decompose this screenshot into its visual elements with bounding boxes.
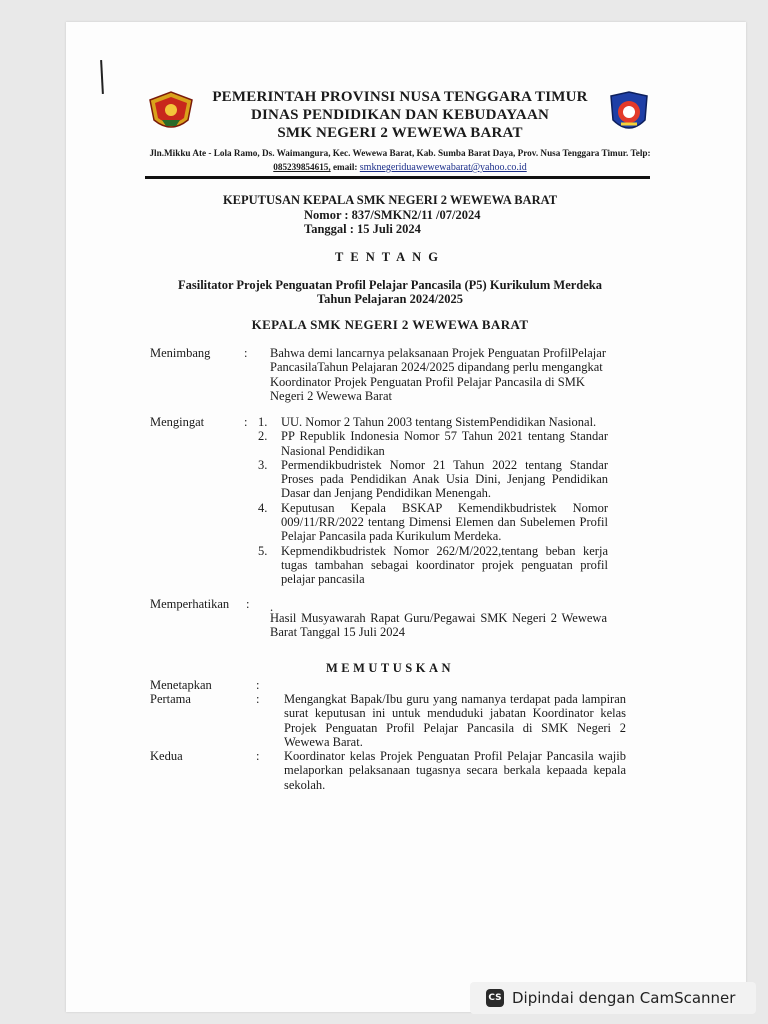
subject-line-2: Tahun Pelajaran 2024/2025 (316, 292, 464, 306)
decree-number: Nomor : 837/SMKN2/11 /07/2024 (304, 207, 481, 222)
list-item-text: Permendikbudristek Nomor 21 Tahun 2022 tentang Standar Proses pada Pendidikan Anak Usia Dini, Jenjang Pendidikan Dasar dan Jenjang Pendidikan Menengah. (281, 457, 608, 501)
memutuskan-heading: MEMUTUSKAN (325, 661, 455, 675)
menetapkan-label: Menetapkan (150, 678, 212, 692)
kedua-label: Kedua (150, 749, 183, 763)
list-item-text: PP Republik Indonesia Nomor 57 Tahun 2021 tentang Standar Nasional Pendidikan (281, 429, 608, 458)
list-item-text: UU. Nomor 2 Tahun 2003 tentang SistemPendidikan Nasional. (281, 415, 597, 429)
list-item (258, 501, 608, 544)
memperhatikan-colon: : (246, 597, 250, 611)
mengingat-label: Mengingat (150, 415, 205, 429)
decree-title: KEPUTUSAN KEPALA SMK NEGERI 2 WEWEWA BARAT (222, 193, 558, 207)
address-text: Jln.Mikku Ate - Lola Ramo, Ds. Waimangura, Kec. Wewewa Barat, Kab. Sumba Barat Daya, Prov. Nusa Tenggara Timur. Telp: (149, 148, 651, 158)
kedua-colon: : (256, 749, 260, 763)
letterhead-line-2: DINAS PENDIDIKAN DAN KEBUDAYAAN (250, 107, 550, 123)
decree-title-block (200, 193, 580, 237)
kedua-text: Koordinator kelas Projek Penguatan Profil Pelajar Pancasila wajib melaporkan pelaksanaan tugasnya secara berkala kepaada kepala sekolah. (284, 749, 626, 792)
list-item (258, 415, 608, 429)
letterhead-address (140, 146, 660, 175)
kepala-heading: KEPALA SMK NEGERI 2 WEWEWA BARAT (251, 317, 529, 332)
email-link[interactable]: smknegeriduawewewabarat@yahoo.co.id (359, 162, 527, 173)
tentang-heading: TENTANG (335, 250, 445, 264)
memperhatikan-label: Memperhatikan (150, 597, 230, 611)
list-item-number: 1. (258, 415, 268, 429)
memperhatikan-text: Hasil Musyawarah Rapat Guru/Pegawai SMK Negeri 2 Wewewa Barat Tanggal 15 Juli 2024 (270, 611, 607, 640)
letterhead-line-1: PEMERINTAH PROVINSI NUSA TENGGARA TIMUR (212, 89, 588, 105)
letterhead-line-3: SMK NEGERI 2 WEWEWA BARAT (277, 125, 523, 141)
email-label: email: (330, 162, 360, 172)
list-item-number: 2. (258, 429, 268, 444)
camscanner-label: Dipindai dengan CamScanner (512, 989, 736, 1007)
list-item (258, 429, 608, 458)
memperhatikan-dot: . (270, 600, 274, 614)
list-item (258, 544, 608, 587)
list-item (258, 458, 608, 501)
menimbang-label: Menimbang (150, 346, 211, 360)
mengingat-list (258, 415, 608, 587)
camscanner-icon: CS (486, 989, 504, 1007)
pertama-text: Mengangkat Bapak/Ibu guru yang namanya terdapat pada lampiran surat keputusan ini untuk menduduki jabatan Koordinator kelas Projek Penguatan Profil Pelajar Pancasila di SMK Negeri 2 Wewewa Barat. (284, 692, 626, 749)
list-item-text: Keputusan Kepala BSKAP Kemendikbudristek Nomor 009/11/RR/2022 tentang Dimensi Elemen dan Subelemen Profil Pelajar Pancasila pada Kurikulum Merdeka. (281, 500, 608, 544)
list-item-number: 5. (258, 543, 268, 558)
menimbang-colon: : (244, 346, 248, 360)
camscanner-watermark (470, 982, 756, 1014)
list-item-number: 4. (258, 500, 268, 515)
pertama-label: Pertama (150, 692, 191, 706)
decree-subject (160, 278, 620, 306)
menimbang-text: Bahwa demi lancarnya pelaksanaan Projek Penguatan ProfilPelajar PancasilaTahun Pelajaran 2024/2025 dipandang perlu mengangkat Koordinator Projek Penguatan Profil Pelajar Pancasila di SMK Negeri 2 Wewewa Barat (270, 346, 606, 403)
mengingat-colon: : (244, 415, 248, 429)
list-item-text: Kepmendikbudristek Nomor 262/M/2022,tentang beban kerja tugas tambahan sebagai koordinator projek penguatan profil pelajar pancasila (281, 543, 608, 587)
letterhead (140, 88, 660, 175)
letterhead-rule (145, 176, 650, 179)
decree-date: Tanggal : 15 Juli 2024 (304, 222, 421, 236)
subject-line-1: Fasilitator Projek Penguatan Profil Pelajar Pancasila (P5) Kurikulum Merdeka (177, 278, 603, 292)
pertama-colon: : (256, 692, 260, 706)
list-item-number: 3. (258, 457, 268, 472)
phone-number: 085239854615, (273, 162, 331, 172)
menetapkan-colon: : (256, 678, 260, 692)
